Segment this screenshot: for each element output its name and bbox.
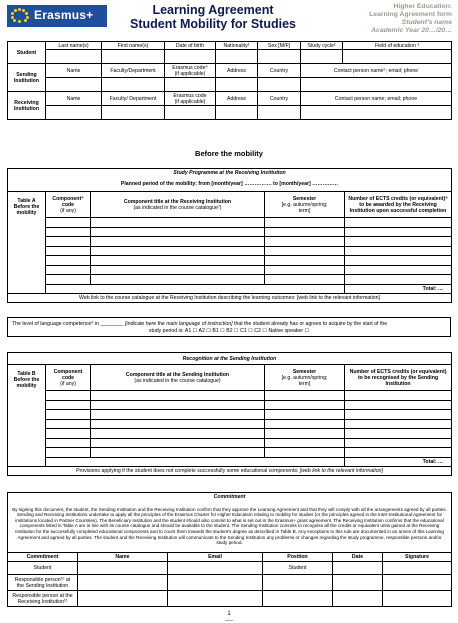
- header-info-line-2: Learning Agreement form: [369, 11, 452, 18]
- commit-row-receiving-label: Responsible person at the Receiving Institution¹¹: [8, 591, 78, 607]
- table-a-total-spacer: [46, 284, 345, 293]
- table-b-col-title: Component title at the Sending Institution (as indicated in the course catalogue): [91, 365, 265, 391]
- table-b-total-spacer: [46, 457, 345, 466]
- table-b-cell[interactable]: [46, 391, 91, 401]
- table-b-cell[interactable]: [345, 400, 452, 410]
- header-info: [322, 3, 452, 35]
- sending-contact-cell[interactable]: [301, 78, 452, 92]
- commit-col-name: Name: [78, 553, 168, 562]
- sending-col-address: Address: [216, 64, 258, 78]
- table-a-cell[interactable]: [265, 237, 345, 247]
- sending-col-erasmus-code: Erasmus code⁴ (if applicable): [165, 64, 216, 78]
- table-a-cell[interactable]: [46, 275, 91, 285]
- commit-sending-date[interactable]: [333, 575, 383, 591]
- student-first-name-cell[interactable]: [102, 50, 165, 64]
- table-b-provisions: Provisions applying if the student does not complete successfully some educational components: [web link to the relevant information]: [8, 466, 452, 475]
- before-mobility-title: Before the mobility: [195, 149, 263, 158]
- table-a-cell[interactable]: [46, 237, 91, 247]
- student-study-cycle-cell[interactable]: [301, 50, 343, 64]
- commit-student-date[interactable]: [333, 562, 383, 575]
- table-b-cell[interactable]: [46, 410, 91, 420]
- table-a: [7, 168, 452, 303]
- table-a-heading: Study Programme at the Receiving Institution: [8, 169, 452, 178]
- table-b-cell[interactable]: [91, 448, 265, 458]
- sending-faculty-cell[interactable]: [102, 78, 165, 92]
- table-b-side-label: Table B Before the mobility: [8, 365, 46, 467]
- table-b-cell[interactable]: [265, 448, 345, 458]
- title-line-2: Student Mobility for Studies: [130, 17, 296, 31]
- table-a-cell[interactable]: [345, 237, 452, 247]
- sending-country-cell[interactable]: [258, 78, 301, 92]
- receiving-faculty-cell[interactable]: [102, 106, 165, 120]
- commit-student-signature[interactable]: [383, 562, 452, 575]
- table-b-cell[interactable]: [345, 419, 452, 429]
- table-b-cell[interactable]: [91, 400, 265, 410]
- table-b-cell[interactable]: [345, 391, 452, 401]
- table-a-cell[interactable]: [91, 227, 265, 237]
- table-b-cell[interactable]: [91, 438, 265, 448]
- document-title: [118, 3, 308, 31]
- receiving-contact-cell[interactable]: [301, 106, 452, 120]
- table-a-cell[interactable]: [46, 246, 91, 256]
- table-a-col-semester: Semester [e.g. autumn/spring; term]: [265, 192, 345, 218]
- sending-col-contact: Contact person name⁵; email; phone: [301, 64, 452, 78]
- sending-col-name: Name: [46, 64, 102, 78]
- table-a-total: Total: …: [345, 284, 452, 293]
- language-line-1: The level of language competence⁹ in ________ [indicate here the main language of instruction] that the student already has or agrees to acquire by the start of the: [12, 321, 388, 327]
- table-a-cell[interactable]: [345, 256, 452, 266]
- receiving-name-cell[interactable]: [46, 106, 102, 120]
- table-b-cell[interactable]: [91, 391, 265, 401]
- table-a-cell[interactable]: [46, 227, 91, 237]
- col-sex: Sex [M/F]: [258, 42, 301, 50]
- commitment-heading: Commitment: [8, 493, 452, 501]
- commit-col-date: Date: [333, 553, 383, 562]
- col-study-cycle: Study cycle²: [301, 42, 343, 50]
- student-last-name-cell[interactable]: [46, 50, 102, 64]
- parties-table: [7, 41, 452, 120]
- sending-label: Sending Institution: [8, 64, 46, 92]
- table-a-cell[interactable]: [91, 237, 265, 247]
- language-competence-box: [7, 317, 451, 337]
- receiving-col-address: Address: [216, 92, 258, 106]
- table-b-cell[interactable]: [265, 419, 345, 429]
- commit-student-name[interactable]: [78, 562, 168, 575]
- table-b-cell[interactable]: [91, 419, 265, 429]
- commit-receiving-position[interactable]: [263, 591, 333, 607]
- table-b-col-code: Component code (if any): [46, 365, 91, 391]
- table-b-cell[interactable]: [46, 438, 91, 448]
- commit-receiving-date[interactable]: [333, 591, 383, 607]
- receiving-address-cell[interactable]: [216, 106, 258, 120]
- table-a-cell[interactable]: [345, 227, 452, 237]
- commit-receiving-name[interactable]: [78, 591, 168, 607]
- table-a-cell[interactable]: [265, 275, 345, 285]
- receiving-col-contact: Contact person name; email; phone: [301, 92, 452, 106]
- table-a-cell[interactable]: [345, 246, 452, 256]
- table-a-side-label: Table A Before the mobility: [8, 192, 46, 294]
- table-b-col-ects: Number of ECTS credits (or equivalent) to be recognised by the Sending Institution: [345, 365, 452, 391]
- table-a-cell[interactable]: [265, 218, 345, 228]
- table-b-cell[interactable]: [46, 419, 91, 429]
- table-b-cell[interactable]: [265, 400, 345, 410]
- table-a-cell[interactable]: [265, 246, 345, 256]
- commit-col-email: Email: [168, 553, 263, 562]
- table-a-cell[interactable]: [46, 218, 91, 228]
- table-a-cell[interactable]: [265, 227, 345, 237]
- commit-sending-signature[interactable]: [383, 575, 452, 591]
- commit-student-position: Student: [263, 562, 333, 575]
- header-info-line-1: Higher Education:: [393, 3, 452, 10]
- table-a-cell[interactable]: [345, 275, 452, 285]
- col-nationality: Nationality¹: [216, 42, 258, 50]
- table-b-heading: Recognition at the Sending Institution: [8, 353, 452, 365]
- receiving-col-country: Country: [258, 92, 301, 106]
- sending-address-cell[interactable]: [216, 78, 258, 92]
- title-line-1: Learning Agreement: [152, 3, 274, 17]
- table-b-cell[interactable]: [46, 448, 91, 458]
- table-a-col-ects: Number of ECTS credits (or equivalent)⁸ to be awarded by the Receiving Institution upon successful completion: [345, 192, 452, 218]
- language-levels[interactable]: study period is: A1 ☐ A2 ☐ B1 ☐ B2 ☐ C1 ☐ C2 ☐ Native speaker ☐: [148, 328, 310, 334]
- table-b-cell[interactable]: [265, 429, 345, 439]
- table-b-cell[interactable]: [46, 400, 91, 410]
- table-b: [7, 352, 452, 476]
- table-b-cell[interactable]: [345, 429, 452, 439]
- col-dob: Date of birth: [165, 42, 216, 50]
- student-dob-cell[interactable]: [165, 50, 216, 64]
- student-sex-cell[interactable]: [258, 50, 301, 64]
- sending-col-country: Country: [258, 64, 301, 78]
- table-a-cell[interactable]: [91, 275, 265, 285]
- sending-code-cell[interactable]: [165, 78, 216, 92]
- table-b-cell[interactable]: [345, 448, 452, 458]
- student-nationality-cell[interactable]: [216, 50, 258, 64]
- table-a-cell[interactable]: [345, 265, 452, 275]
- commit-row-sending-label: Responsible person¹⁰ at the Sending Institution: [8, 575, 78, 591]
- commit-sending-email[interactable]: [168, 575, 263, 591]
- receiving-label: Receiving Institution: [8, 92, 46, 120]
- header-info-line-4: Academic Year 20…/20…: [371, 27, 452, 34]
- receiving-col-faculty: Faculty/ Department: [102, 92, 165, 106]
- table-a-cell[interactable]: [345, 218, 452, 228]
- table-a-cell[interactable]: [46, 256, 91, 266]
- table-a-period: Planned period of the mobility: from [month/year] ……………. to [month/year] ……………: [8, 178, 452, 192]
- logo-text: Erasmus+: [34, 8, 94, 22]
- table-a-col-title: Component title at the Receiving Institution (as indicated in the course catalogue⁷): [91, 192, 265, 218]
- table-a-cell[interactable]: [265, 256, 345, 266]
- receiving-code-cell[interactable]: [165, 106, 216, 120]
- commit-student-email[interactable]: [168, 562, 263, 575]
- sending-name-cell[interactable]: [46, 78, 102, 92]
- header-info-line-3: Student's name: [401, 19, 452, 26]
- commit-receiving-signature[interactable]: [383, 591, 452, 607]
- commit-receiving-email[interactable]: [168, 591, 263, 607]
- receiving-country-cell[interactable]: [258, 106, 301, 120]
- table-b-cell[interactable]: [265, 410, 345, 420]
- table-b-cell[interactable]: [265, 391, 345, 401]
- col-first-name: First name(s): [102, 42, 165, 50]
- table-a-cell[interactable]: [91, 246, 265, 256]
- table-a-cell[interactable]: [265, 265, 345, 275]
- table-a-cell[interactable]: [46, 265, 91, 275]
- erasmus-logo: [7, 5, 107, 27]
- table-b-cell[interactable]: [91, 429, 265, 439]
- commit-sending-name[interactable]: [78, 575, 168, 591]
- commit-col-signature: Signature: [383, 553, 452, 562]
- receiving-col-name: Name: [46, 92, 102, 106]
- receiving-col-erasmus-code: Erasmus code (if applicable): [165, 92, 216, 106]
- table-b-cell[interactable]: [46, 429, 91, 439]
- page-divider: [225, 620, 233, 621]
- table-b-cell[interactable]: [345, 438, 452, 448]
- commit-col-commitment: Commitment: [8, 553, 78, 562]
- table-a-cell[interactable]: [91, 218, 265, 228]
- commitment-table: [7, 492, 452, 607]
- commit-sending-position[interactable]: [263, 575, 333, 591]
- col-field-of-education: Field of education ³: [343, 42, 452, 50]
- table-b-col-semester: Semester [e.g. autumn/spring; term]: [265, 365, 345, 391]
- commit-col-position: Position: [263, 553, 333, 562]
- commit-row-student-label: Student: [8, 562, 78, 575]
- table-b-cell[interactable]: [91, 410, 265, 420]
- table-a-weblink: Web link to the course catalogue at the Receiving Institution describing the learning outcomes: [web link to the relevant information]: [8, 293, 452, 302]
- page-number: 1: [227, 611, 231, 617]
- table-a-cell[interactable]: [91, 256, 265, 266]
- table-a-cell[interactable]: [91, 265, 265, 275]
- sending-col-faculty: Faculty/Department: [102, 64, 165, 78]
- col-last-name: Last name(s): [46, 42, 102, 50]
- student-field-cell[interactable]: [343, 50, 452, 64]
- table-b-cell[interactable]: [265, 438, 345, 448]
- table-b-cell[interactable]: [345, 410, 452, 420]
- table-b-total: Total: …: [345, 457, 452, 466]
- student-label: Student: [8, 42, 46, 64]
- commitment-body: By signing this document, the student, the Sending Institution and the Receiving Institution confirm that they approve the Learning Agreement and that they will comply with all the arrangements agreed by all parties. Sending and Receiving Institutions undertake to apply all the principles of the Erasmus Charter for Higher Education relating to mobility for studies (or the principles agreed in the Inter-Institutional Agreement for institutions located in Partner Countries). The Beneficiary Institution and the student should also commit to what is set out in the Erasmus+ grant agreement. The Receiving Institution confirms that the educational components listed in Table A are in line with its course catalogue and should be available to the student. The Sending Institution commits to recognise all the credits or equivalent units gained at the Receiving Institution for the successfully completed educational components and to count them towards the student's degree as described in Table B. Any exceptions to this rule are documented in an annex of this Learning Agreement and agreed by all parties. The student and the Receiving Institution will communicate to the Sending Institution any problems or changes regarding the study programme, responsible persons and/or study period.: [8, 501, 452, 553]
- table-a-col-code: Component⁶ code (if any): [46, 192, 91, 218]
- eu-stars-icon: [10, 8, 30, 23]
